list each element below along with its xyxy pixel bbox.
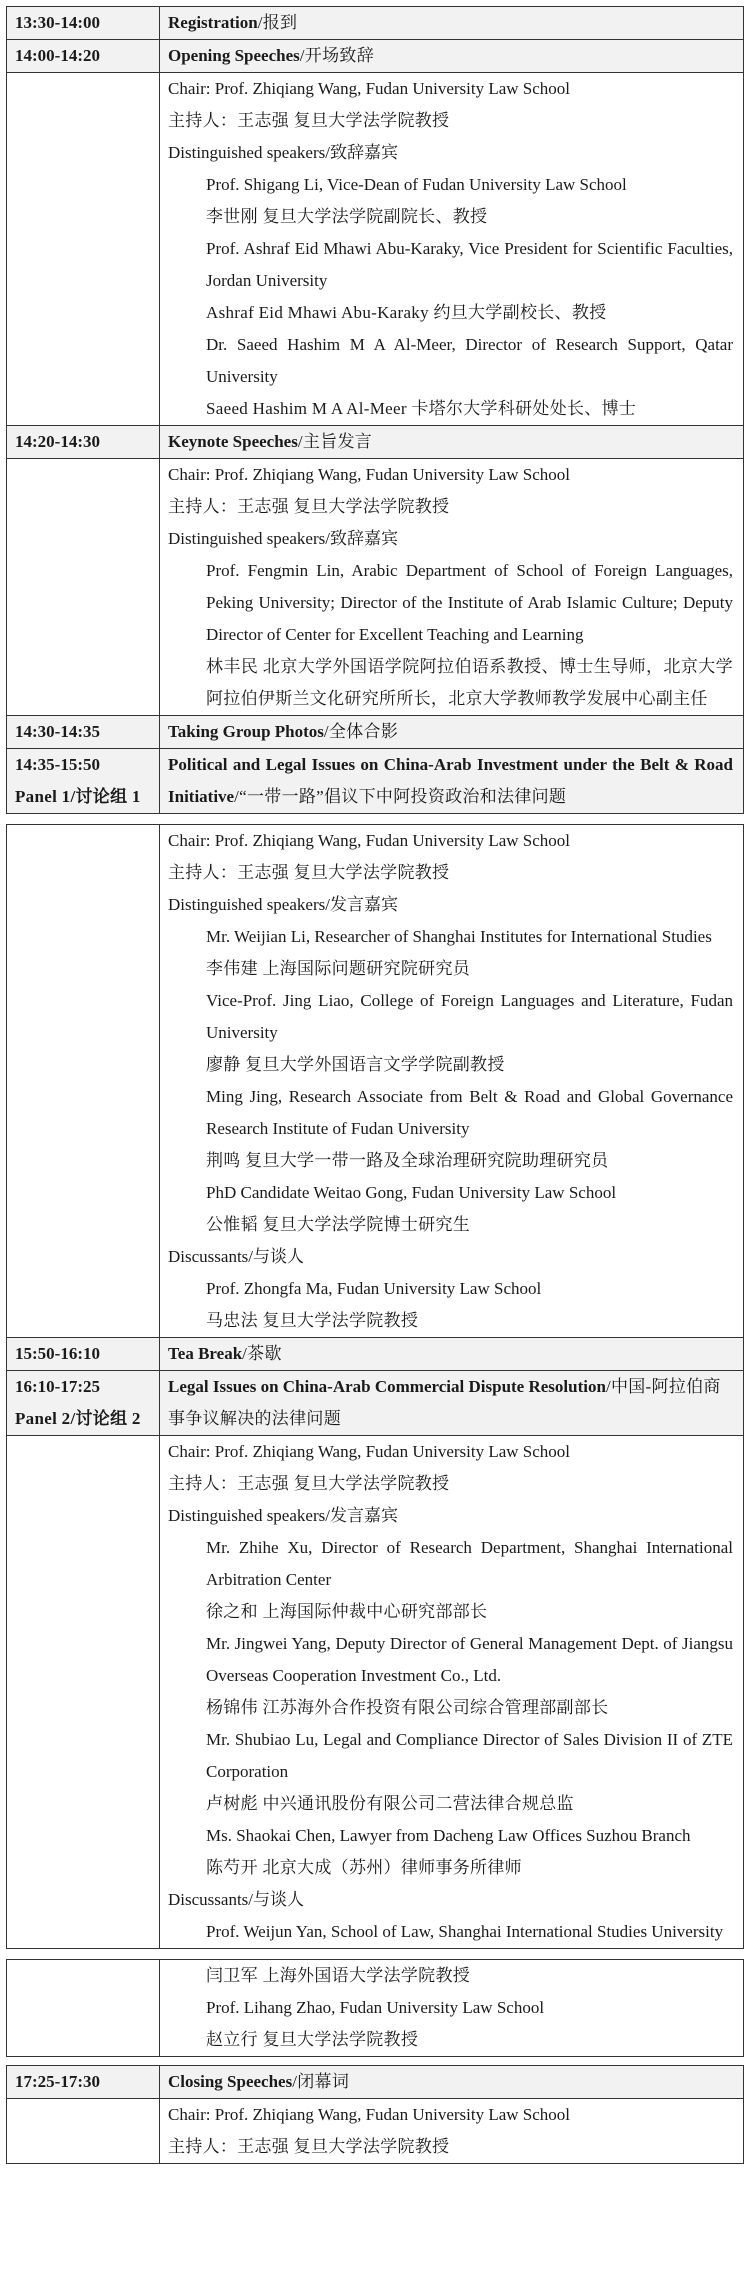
row-closing-header — [7, 2066, 744, 2099]
title-cn: /全体合影 — [323, 722, 399, 741]
speaker-entry-cn: Ashraf Eid Mhawi Abu-Karaky 约旦大学副校长、教授 — [206, 303, 607, 322]
row-panel2-body — [7, 1436, 744, 1949]
speaker-entry: Prof. Ashraf Eid Mhawi Abu-Karaky, Vice President for Scientific Faculties, Jordan University — [206, 239, 733, 290]
chair-line: Chair: Prof. Zhiqiang Wang, Fudan University Law School — [168, 1442, 571, 1461]
row-closing-body — [7, 2099, 744, 2164]
time-cell — [7, 1371, 160, 1436]
speaker-entry: PhD Candidate Weitao Gong, Fudan University Law School — [206, 1183, 617, 1202]
session-details — [160, 73, 744, 426]
time-text: 16:10-17:25 — [15, 1377, 100, 1396]
speaker-entry: Ming Jing, Research Associate from Belt & Road and Global Governance Research Institute of Fudan University — [206, 1087, 733, 1138]
title-cn: /闭幕词 — [292, 2072, 350, 2091]
title-en: Keynote Speeches — [168, 432, 298, 451]
title-cn: /主旨发言 — [297, 432, 373, 451]
row-registration — [7, 7, 744, 40]
chair-line-cn: 主持人：王志强 复旦大学法学院教授 — [168, 863, 450, 882]
session-title — [160, 716, 744, 749]
time-cell: 14:00-14:20 — [7, 40, 160, 73]
title-cn: /开场致辞 — [299, 46, 375, 65]
row-panel2-continued — [7, 1960, 744, 2057]
speaker-entry: Mr. Weijian Li, Researcher of Shanghai Institutes for International Studies — [206, 927, 712, 946]
speaker-entry-cn: 李伟建 上海国际问题研究院研究员 — [206, 959, 471, 978]
title-cn: /茶歇 — [242, 1344, 282, 1363]
chair-line-cn: 主持人：王志强 复旦大学法学院教授 — [168, 2137, 450, 2156]
session-title — [160, 40, 744, 73]
discussants-label: Discussants/与谈人 — [168, 1247, 304, 1266]
empty-time-cell — [7, 73, 160, 426]
session-details — [160, 1436, 744, 1949]
session-details — [160, 825, 744, 1338]
title-cn: /报到 — [257, 13, 298, 32]
speakers-label: Distinguished speakers/发言嘉宾 — [168, 895, 398, 914]
discussant-entry-cn: 马忠法 复旦大学法学院教授 — [206, 1311, 419, 1330]
discussant-entry-cn: 闫卫军 上海外国语大学法学院教授 — [206, 1966, 471, 1985]
discussants-label: Discussants/与谈人 — [168, 1890, 304, 1909]
speaker-entry-cn: 徐之和 上海国际仲裁中心研究部部长 — [206, 1602, 488, 1621]
speaker-entry-cn: 公惟韬 复旦大学法学院博士研究生 — [206, 1215, 471, 1234]
time-cell: 14:30-14:35 — [7, 716, 160, 749]
time-cell: 14:20-14:30 — [7, 426, 160, 459]
speaker-entry: Prof. Fengmin Lin, Arabic Department of School of Foreign Languages, Peking University; Director of the Institute of Arab Islamic Culture; Deputy Director of Center for Excellent Teaching and Learning — [206, 561, 733, 644]
title-en: Closing Speeches — [168, 2072, 293, 2091]
table-gap — [0, 814, 754, 824]
chair-line-cn: 主持人：王志强 复旦大学法学院教授 — [168, 1474, 450, 1493]
row-opening-body — [7, 73, 744, 426]
table-gap — [0, 2057, 754, 2065]
speaker-entry-cn: 林丰民 北京大学外国语学院阿拉伯语系教授、博士生导师，北京大学阿拉伯伊斯兰文化研究所所长，北京大学教师教学发展中心副主任 — [206, 657, 733, 708]
discussant-entry: Prof. Zhongfa Ma, Fudan University Law School — [206, 1279, 542, 1298]
time-text: 14:35-15:50 — [15, 755, 100, 774]
row-panel2-header — [7, 1371, 744, 1436]
session-title — [160, 1338, 744, 1371]
row-teabreak — [7, 1338, 744, 1371]
session-details — [160, 1960, 744, 2057]
agenda-table-3 — [6, 1959, 744, 2057]
row-keynote-header — [7, 426, 744, 459]
session-title — [160, 1371, 744, 1436]
agenda-table-4 — [6, 2065, 744, 2164]
speaker-entry: Mr. Zhihe Xu, Director of Research Department, Shanghai International Arbitration Center — [206, 1538, 733, 1589]
session-details — [160, 459, 744, 716]
panel-label: Panel 1/讨论组 1 — [15, 787, 141, 806]
speakers-label: Distinguished speakers/致辞嘉宾 — [168, 143, 398, 162]
speaker-entry-cn: Saeed Hashim M A Al-Meer 卡塔尔大学科研处处长、博士 — [206, 399, 637, 418]
title-en: Opening Speeches — [168, 46, 300, 65]
speaker-entry: Dr. Saeed Hashim M A Al-Meer, Director of Research Support, Qatar University — [206, 335, 733, 386]
time-cell: 17:25-17:30 — [7, 2066, 160, 2099]
session-details — [160, 2099, 744, 2164]
discussant-entry: Prof. Weijun Yan, School of Law, Shanghai International Studies University — [206, 1922, 724, 1941]
chair-line-cn: 主持人：王志强 复旦大学法学院教授 — [168, 111, 450, 130]
title-en: Political and Legal Issues on China-Arab Investment under the Belt & Road Initiative — [168, 755, 733, 806]
speaker-entry: Ms. Shaokai Chen, Lawyer from Dacheng Law Offices Suzhou Branch — [206, 1826, 691, 1845]
speaker-entry-cn: 卢树彪 中兴通讯股份有限公司二营法律合规总监 — [206, 1794, 574, 1813]
session-title — [160, 426, 744, 459]
empty-time-cell — [7, 1436, 160, 1949]
speaker-entry-cn: 李世刚 复旦大学法学院副院长、教授 — [206, 207, 488, 226]
panel-label: Panel 2/讨论组 2 — [15, 1409, 141, 1428]
empty-time-cell — [7, 2099, 160, 2164]
table-gap — [0, 1949, 754, 1959]
title-en: Registration — [168, 13, 258, 32]
speaker-entry: Mr. Shubiao Lu, Legal and Compliance Director of Sales Division II of ZTE Corporation — [206, 1730, 733, 1781]
title-cn: /中国-阿拉伯商事争议解决的法律问题 — [168, 1377, 721, 1428]
chair-line: Chair: Prof. Zhiqiang Wang, Fudan University Law School — [168, 465, 571, 484]
speakers-label: Distinguished speakers/发言嘉宾 — [168, 1506, 398, 1525]
title-cn: /“一带一路”倡议下中阿投资政治和法律问题 — [234, 787, 567, 806]
chair-line: Chair: Prof. Zhiqiang Wang, Fudan University Law School — [168, 2105, 571, 2124]
time-cell: 15:50-16:10 — [7, 1338, 160, 1371]
discussant-entry-cn: 赵立行 复旦大学法学院教授 — [206, 2030, 419, 2049]
row-opening-header — [7, 40, 744, 73]
session-title — [160, 2066, 744, 2099]
row-photos — [7, 716, 744, 749]
agenda-table-2 — [6, 824, 744, 1949]
session-title — [160, 749, 744, 814]
time-cell — [7, 749, 160, 814]
row-panel1-body — [7, 825, 744, 1338]
speakers-label: Distinguished speakers/致辞嘉宾 — [168, 529, 398, 548]
speaker-entry-cn: 杨锦伟 江苏海外合作投资有限公司综合管理部副部长 — [206, 1698, 609, 1717]
empty-time-cell — [7, 1960, 160, 2057]
row-keynote-body — [7, 459, 744, 716]
speaker-entry-cn: 荆鸣 复旦大学一带一路及全球治理研究院助理研究员 — [206, 1151, 609, 1170]
title-en: Tea Break — [168, 1344, 243, 1363]
title-en: Legal Issues on China-Arab Commercial Dispute Resolution — [168, 1377, 606, 1396]
chair-line-cn: 主持人：王志强 复旦大学法学院教授 — [168, 497, 450, 516]
discussant-entry: Prof. Lihang Zhao, Fudan University Law School — [206, 1998, 545, 2017]
speaker-entry: Mr. Jingwei Yang, Deputy Director of General Management Dept. of Jiangsu Overseas Cooperation Investment Co., Ltd. — [206, 1634, 733, 1685]
speaker-entry-cn: 陈芍开 北京大成（苏州）律师事务所律师 — [206, 1858, 522, 1877]
time-cell: 13:30-14:00 — [7, 7, 160, 40]
speaker-entry: Vice-Prof. Jing Liao, College of Foreign Languages and Literature, Fudan University — [206, 991, 733, 1042]
row-panel1-header — [7, 749, 744, 814]
speaker-entry: Prof. Shigang Li, Vice-Dean of Fudan University Law School — [206, 175, 627, 194]
chair-line: Chair: Prof. Zhiqiang Wang, Fudan University Law School — [168, 79, 571, 98]
chair-line: Chair: Prof. Zhiqiang Wang, Fudan University Law School — [168, 831, 571, 850]
empty-time-cell — [7, 825, 160, 1338]
title-en: Taking Group Photos — [168, 722, 324, 741]
speaker-entry-cn: 廖静 复旦大学外国语言文学学院副教授 — [206, 1055, 505, 1074]
session-title — [160, 7, 744, 40]
agenda-table-1 — [6, 6, 744, 814]
empty-time-cell — [7, 459, 160, 716]
